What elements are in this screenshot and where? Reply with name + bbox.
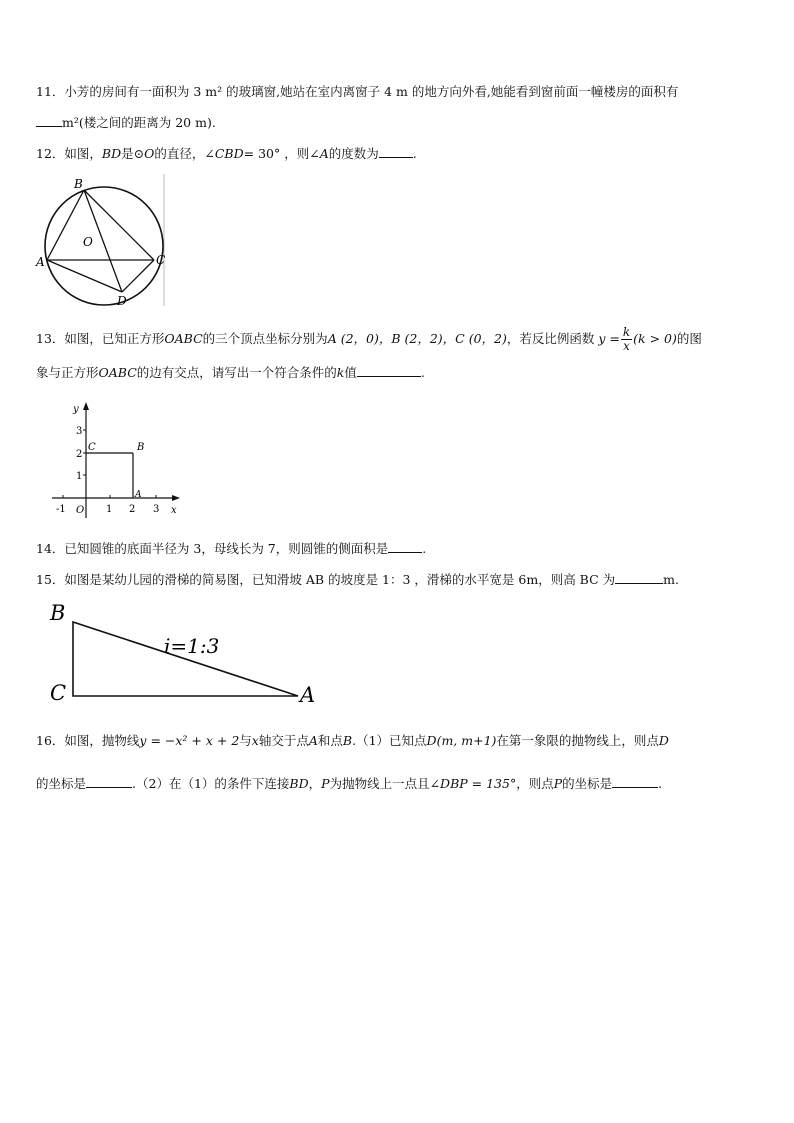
ytick-3: 3 [76, 426, 83, 437]
q13-oabc-2: OABC [98, 365, 137, 380]
q15-end: m. [663, 572, 679, 587]
q12-text-3: = 30° ，则∠ [243, 146, 320, 161]
q12-o: O [144, 146, 155, 161]
q16-point-d: D(m, m+1) [426, 733, 497, 748]
q13-text-7: . [420, 365, 425, 380]
q16-equation: y = −x² + x + 2 [139, 733, 240, 748]
q11-text2: m²(楼之间的距离为 20 m). [62, 115, 216, 130]
q13-points: A (2，0)，B (2，2)，C (0，2) [327, 331, 507, 346]
q16-text-10: ，则点 [516, 776, 554, 791]
q16-x: x [251, 733, 259, 748]
q14-answer-blank[interactable] [388, 540, 422, 553]
label-c: C [88, 442, 96, 453]
q16-line1 [36, 732, 669, 750]
q16-text-7: .（2）在（1）的条件下连接 [132, 776, 290, 791]
q16-text-12: . [658, 776, 663, 791]
q16-b: B [342, 733, 353, 748]
q16-a: A [308, 733, 318, 748]
q16-text-11: 的坐标是 [562, 776, 613, 791]
q15-slide-figure [46, 598, 322, 706]
label-d: D [117, 294, 127, 308]
q12-text-1: 是⊙ [121, 146, 145, 161]
q11-line1 [36, 83, 678, 101]
q13-text-1: 的三个顶点坐标分别为 [202, 331, 328, 346]
ytick-1: 1 [76, 471, 83, 482]
q15-text: 15．如图是某幼儿园的滑梯的简易图，已知滑坡 AB 的坡度是 1：3 ，滑梯的水平宽是 6m，则高 BC 为 [36, 572, 616, 587]
q11-answer-blank[interactable] [36, 114, 62, 127]
label-b: B [74, 177, 83, 191]
q16-text-2: 轴交于点 [258, 733, 309, 748]
q13-oabc: OABC [164, 331, 203, 346]
q16-d: D [658, 733, 669, 748]
q13-text-6: 值 [344, 365, 357, 380]
q14-line [36, 540, 426, 558]
q16-text-4: .（1）已知点 [352, 733, 427, 748]
q13-y-eq: y = [598, 331, 620, 346]
q13-text-5: 的边有交点，请写出一个符合条件的 [136, 365, 337, 380]
label-b: B [137, 442, 145, 453]
q12-cbd: CBD [214, 146, 244, 161]
q16-text-5: 在第一象限的抛物线上，则点 [496, 733, 659, 748]
q13-text-2: ，若反比例函数 [506, 331, 595, 346]
label-c: C [156, 253, 166, 267]
q12-prefix: 12．如图， [36, 146, 102, 161]
q12-text-4: 的度数为 [328, 146, 379, 161]
q16-text-3: 和点 [317, 733, 343, 748]
q13-frac-den: x [623, 339, 630, 353]
q13-k: k [336, 365, 345, 380]
q16-line2 [36, 775, 662, 793]
label-a: A [36, 255, 45, 269]
q12-answer-blank[interactable] [379, 145, 413, 158]
q12-text-5: . [412, 146, 417, 161]
q12-line [36, 145, 417, 163]
label-a: A [135, 490, 142, 500]
q13-line2 [36, 364, 425, 382]
q12-bd: BD [101, 146, 122, 161]
q16-p: P [321, 776, 330, 791]
q11-text1: 11．小芳的房间有一面积为 3 m² 的玻璃窗,她站在室内离窗子 4 m 的地方向外看,她能看到窗前面一幢楼房的面积有 [36, 84, 679, 99]
ytick-2: 2 [76, 449, 83, 460]
q13-prefix: 13．如图，已知正方形 [36, 331, 165, 346]
label-o: O [83, 235, 93, 249]
q13-fraction [621, 326, 632, 353]
q13-text-4: 象与正方形 [36, 365, 99, 380]
xtick-1: 1 [106, 504, 113, 515]
xtick-2: 2 [129, 504, 136, 515]
q15-answer-blank[interactable] [615, 571, 663, 584]
q15-line [36, 571, 679, 589]
q11-line2 [36, 114, 216, 132]
q12-circle-figure [34, 172, 170, 308]
label-c: C [50, 681, 67, 705]
q16-p-2: P [553, 776, 563, 791]
q16-bd: BD [289, 776, 309, 791]
q13-condition: (k > 0) [633, 331, 677, 346]
q16-answer-blank-2[interactable] [612, 775, 658, 788]
q16-prefix: 16．如图，抛物线 [36, 733, 140, 748]
slope-label: i=1:3 [164, 634, 220, 658]
origin-label: O [76, 505, 85, 516]
x-label: x [171, 505, 177, 516]
q16-text-9: 为抛物线上一点且 [329, 776, 430, 791]
q16-text-6: 的坐标是 [36, 776, 87, 791]
label-a: A [300, 683, 316, 706]
label-b: B [50, 601, 66, 625]
q13-coordinate-figure [50, 400, 185, 522]
q13-answer-blank[interactable] [357, 364, 421, 377]
q14-end: . [422, 541, 427, 556]
q12-text-2: 的直径，∠ [154, 146, 215, 161]
q13-text-3: 的图 [676, 331, 702, 346]
q16-angle: ∠DBP = 135° [429, 776, 517, 791]
circle-o [45, 187, 166, 305]
q14-text: 14．已知圆锥的底面半径为 3，母线长为 7，则圆锥的侧面积是 [36, 541, 389, 556]
q16-text-8: ， [308, 776, 322, 791]
q13-line1 [36, 326, 702, 353]
xtick-minus1: -1 [56, 504, 66, 515]
q16-answer-blank-1[interactable] [86, 775, 132, 788]
y-label: y [73, 404, 79, 415]
q13-frac-num: k [622, 325, 631, 339]
xtick-3: 3 [153, 504, 160, 515]
q12-a: A [319, 146, 329, 161]
q16-text-1: 与 [239, 733, 252, 748]
